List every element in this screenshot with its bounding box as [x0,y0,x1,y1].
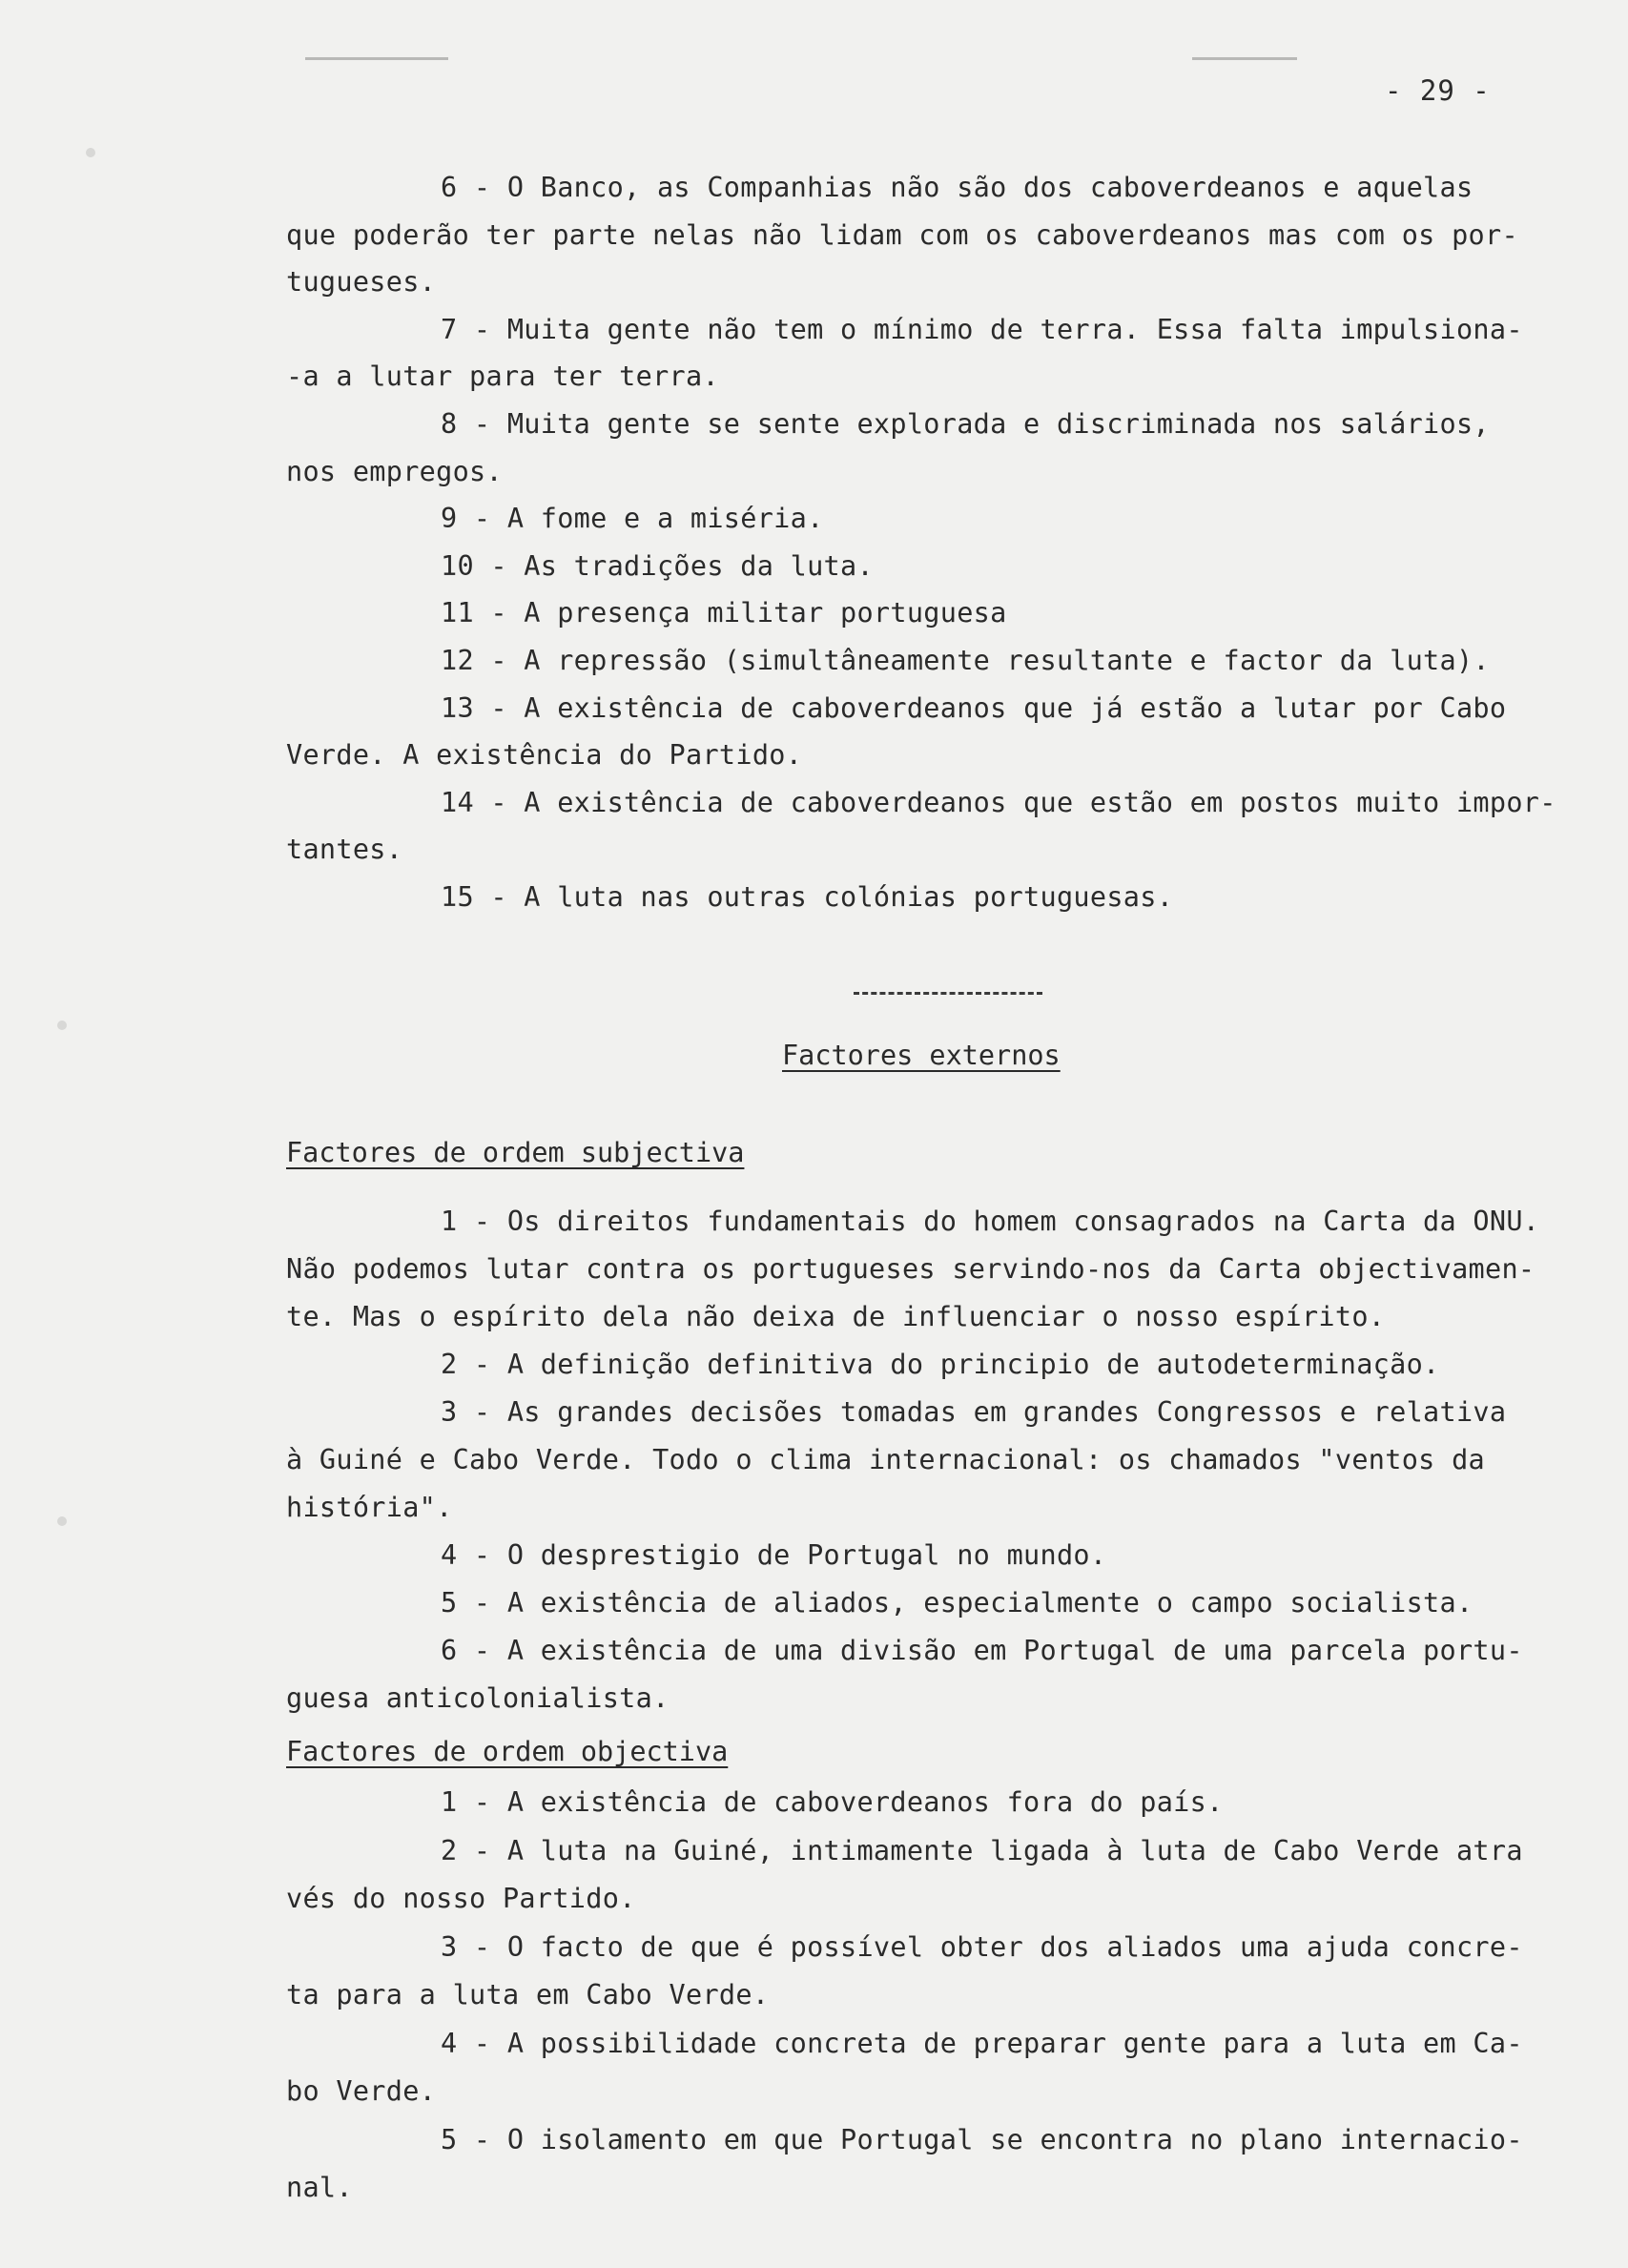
text-line: 1 - Os direitos fundamentais do homem consagrados na Carta da ONU. [441,1206,1540,1237]
text-line: Verde. A existência do Partido. [286,739,803,772]
text-line: 9 - A fome e a miséria. [441,503,824,535]
text-line: 15 - A luta nas outras colónias portuguesas. [441,881,1174,913]
text-line: 8 - Muita gente se sente explorada e discriminada nos salários, [441,408,1490,440]
text-line: 6 - O Banco, as Companhias não são dos caboverdeanos e aquelas [441,172,1473,203]
text-line: tantes. [286,834,403,866]
text-line: 11 - A presença militar portuguesa [441,597,1007,629]
text-line: -a a lutar para ter terra. [286,361,719,393]
text-line: nos empregos. [286,455,503,487]
text-line: 3 - As grandes decisões tomadas em grandes Congressos e relativa [441,1396,1507,1428]
punch-hole [57,1516,67,1526]
text-line: te. Mas o espírito dela não deixa de influenciar o nosso espírito. [286,1301,1386,1332]
section-title: Factores externos [782,1040,1061,1071]
text-line: 13 - A existência de caboverdeanos que já estão a lutar por Cabo [441,691,1507,724]
text-line: tugueses. [286,266,437,299]
text-line: nal. [286,2172,353,2203]
text-line: 5 - O isolamento em que Portugal se encontra no plano internacio- [441,2123,1523,2155]
text-line: 10 - As tradições da luta. [441,549,874,582]
text-line: 7 - Muita gente não tem o mínimo de terra. Essa falta impulsiona- [441,313,1523,345]
objective-heading: Factores de ordem objectiva [286,1736,729,1767]
punch-hole [57,1021,67,1030]
text-line: história". [286,1492,453,1523]
page-number: - 29 - [1385,74,1491,107]
text-line: vés do nosso Partido. [286,1883,636,1914]
text-line: 14 - A existência de caboverdeanos que estão em postos muito impor- [441,786,1556,818]
text-line: ta para a luta em Cabo Verde. [286,1979,770,2010]
scan-artifact [305,57,448,60]
text-line: que poderão ter parte nelas não lidam com os caboverdeanos mas com os por- [286,218,1518,251]
text-line: 1 - A existência de caboverdeanos fora do país. [441,1786,1224,1818]
section-separator [854,992,1042,995]
text-line: 6 - A existência de uma divisão em Portugal de uma parcela portu- [441,1635,1523,1666]
text-line: 2 - A definição definitiva do principio de autodeterminação. [441,1349,1440,1380]
scan-artifact [1192,57,1297,60]
text-line: 5 - A existência de aliados, especialmente o campo socialista. [441,1587,1473,1619]
text-line: à Guiné e Cabo Verde. Todo o clima internacional: os chamados "ventos da [286,1444,1486,1475]
text-line: 12 - A repressão (simultâneamente resultante e factor da luta). [441,645,1490,676]
text-line: 4 - A possibilidade concreta de preparar gente para a luta em Ca- [441,2027,1523,2059]
text-line: 2 - A luta na Guiné, intimamente ligada à luta de Cabo Verde atra [441,1834,1523,1866]
text-line: 3 - O facto de que é possível obter dos aliados uma ajuda concre- [441,1930,1523,1963]
text-line: 4 - O desprestigio de Portugal no mundo. [441,1539,1107,1571]
text-line: guesa anticolonialista. [286,1682,670,1714]
text-line: Não podemos lutar contra os portugueses servindo-nos da Carta objectivamen- [286,1253,1535,1285]
text-line: bo Verde. [286,2075,437,2107]
punch-hole [86,148,95,157]
subjective-heading: Factores de ordem subjectiva [286,1137,745,1168]
